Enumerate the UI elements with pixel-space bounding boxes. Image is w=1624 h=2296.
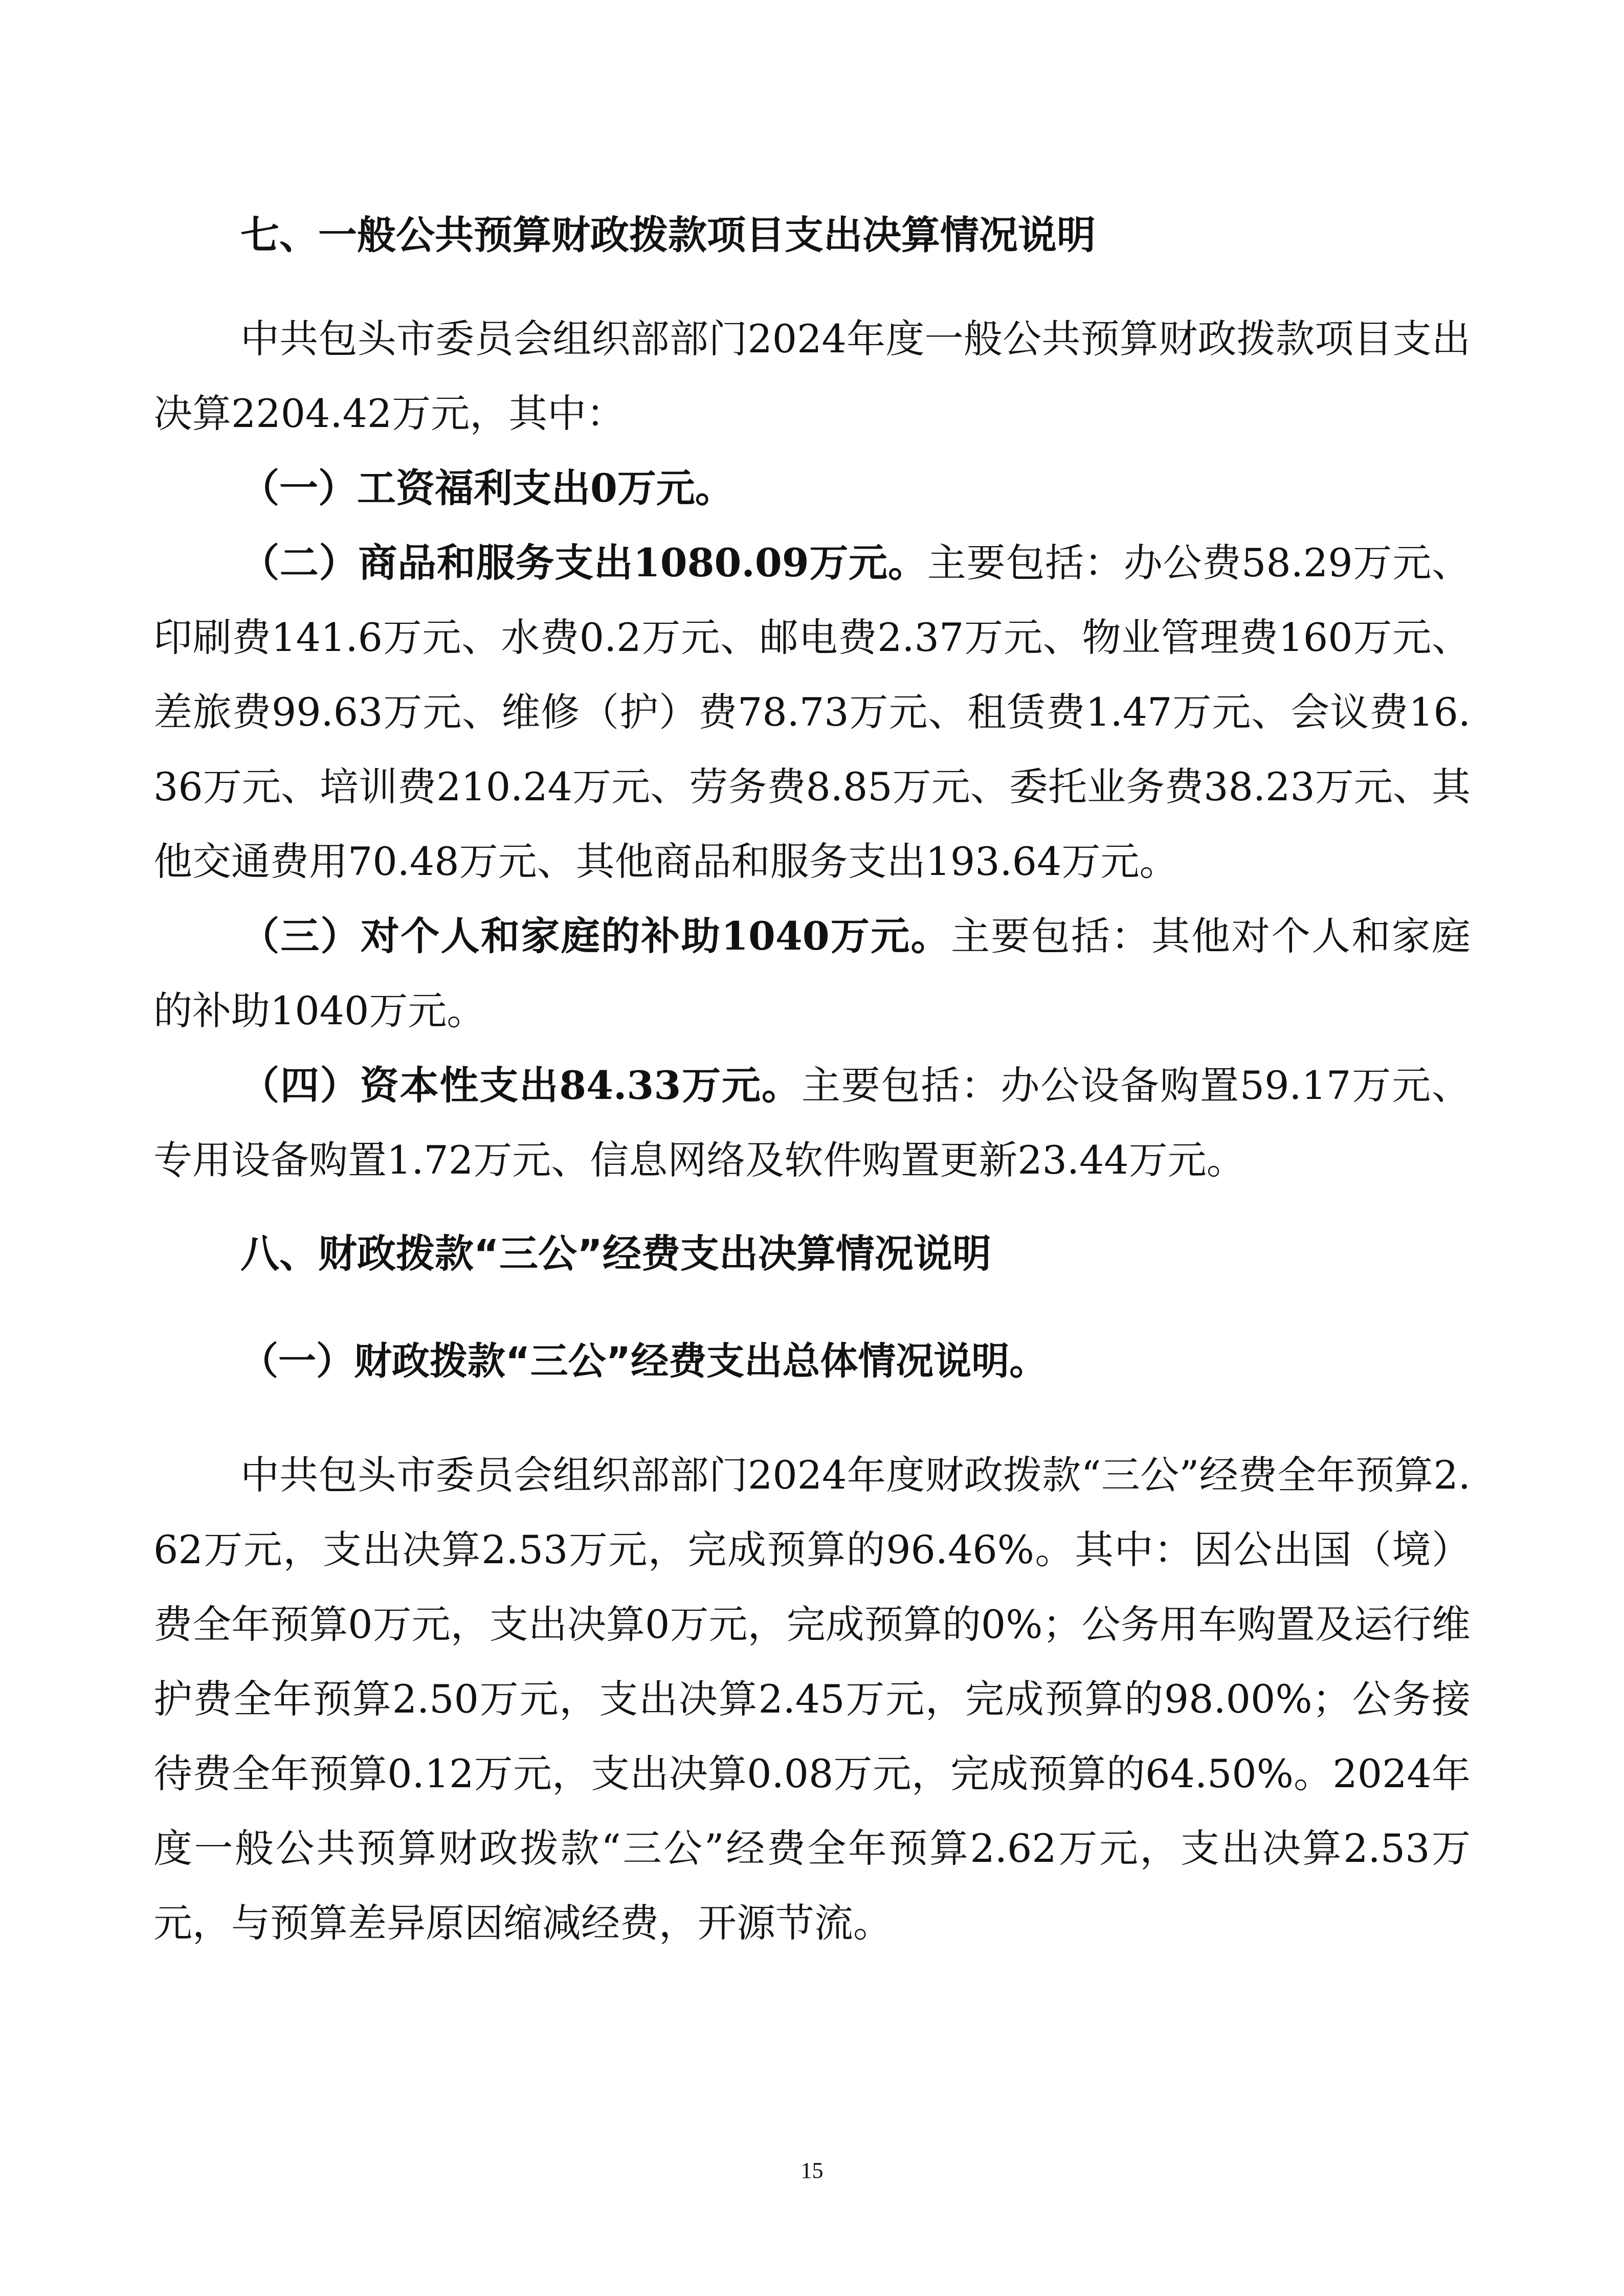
page-number: 15 — [800, 2158, 824, 2183]
item-4-text: 主要包括：办公设备购置59.17万元、专用设备购置1.72万元、信息网络及软件购置更新23.44万元。 — [153, 1063, 1471, 1183]
item-2-text: 主要包括：办公费58.29万元、印刷费141.6万元、水费0.2万元、邮电费2.37万元、物业管理费160万元、差旅费99.63万元、维修（护）费78.73万元、租赁费1.47万元、会议费16.36万元、培训费210.24万元、劳务费8.85万元、委托业务费38.23万元、其他交通费用70.48万元、其他商品和服务支出193.64万元。 — [153, 540, 1471, 884]
section-7-item-3 — [153, 899, 1471, 1048]
item-1-bold: （一）工资福利支出0万元。 — [240, 465, 734, 511]
section-7-item-1 — [153, 451, 1471, 526]
item-2-bold: （二）商品和服务支出1080.09万元。 — [240, 540, 927, 586]
page-content — [153, 205, 1471, 1961]
section-8-heading: 八、财政拨款“三公”经费支出决算情况说明 — [240, 1231, 991, 1276]
section-7-item-4 — [153, 1048, 1471, 1198]
section-8-sub-heading: （一）财政拨款“三公”经费支出总体情况说明。 — [240, 1339, 1048, 1383]
section-7-item-2 — [153, 526, 1471, 899]
item-4-bold: （四）资本性支出84.33万元。 — [240, 1063, 802, 1108]
section-8-body: 中共包头市委员会组织部部门2024年度财政拨款“三公”经费全年预算2.62万元，支出决算2.53万元，完成预算的96.46%。其中：因公出国（境）费全年预算0万元，支出决算0万元，完成预算的0%；公务用车购置及运行维护费全年预算2.50万元，支出决算2.45万元，完成预算的98.00%；公务接待费全年预算0.12万元，支出决算0.08万元，完成预算的64.50%。2024年度一般公共预算财政拨款“三公”经费全年预算2.62万元，支出决算2.53万元，与预算差异原因缩减经费，开源节流。 — [153, 1452, 1471, 1946]
item-3-bold: （三）对个人和家庭的补助1040万元。 — [240, 913, 951, 959]
item-3-text: 主要包括：其他对个人和家庭的补助1040万元。 — [153, 913, 1471, 1033]
section-7-heading: 七、一般公共预算财政拨款项目支出决算情况说明 — [240, 212, 1096, 258]
section-7-intro: 中共包头市委员会组织部部门2024年度一般公共预算财政拨款项目支出决算2204.42万元，其中： — [153, 316, 1471, 436]
